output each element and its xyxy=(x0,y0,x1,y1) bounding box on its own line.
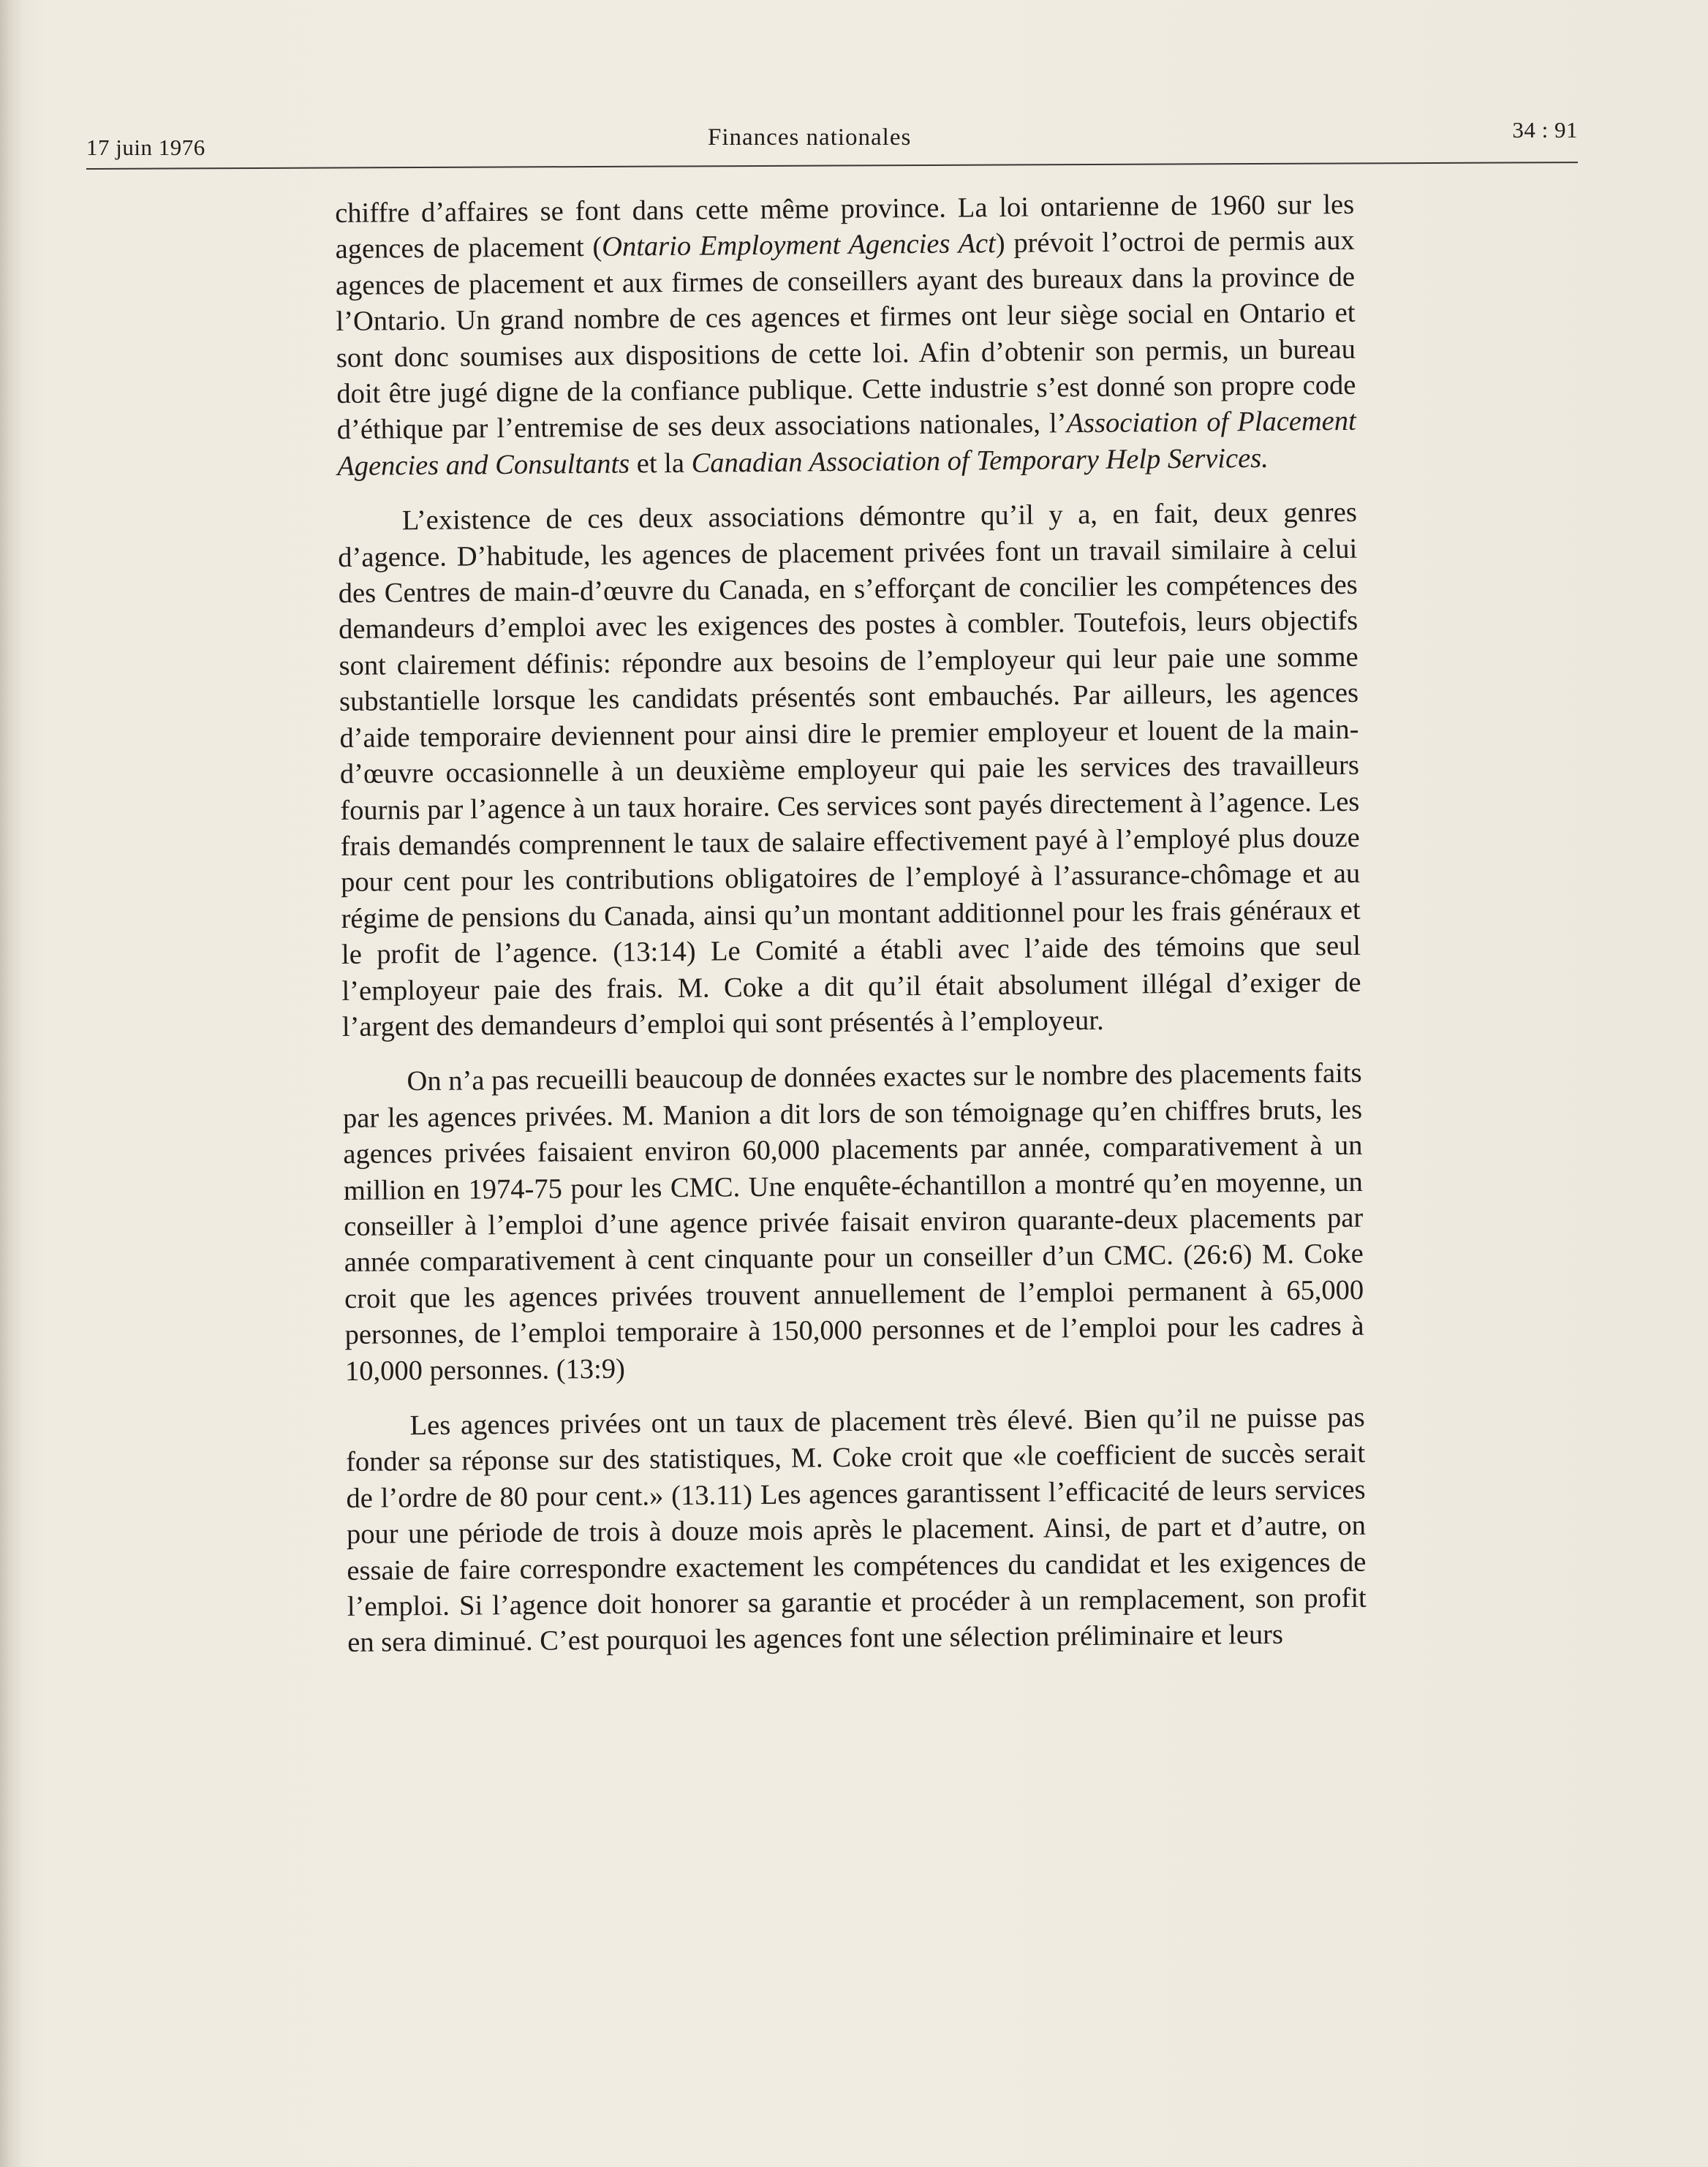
paragraph-1-italic-association-b: Canadian Association of Temporary Help Services. xyxy=(691,442,1269,479)
paragraph-1-text-b: ) prévoit l’octroi de permis aux agences de placement et aux firmes de conseillers ayant des bureaux dans la province de l’Ontario. Un grand nombre de ces agences et firmes ont leur siège social en Ontario et sont donc soumises aux dispositions de cette loi. Afin d’obtenir son permis, un bureau doit être jugé digne de la confiance publique. Cette industrie s’est donné son propre code d’éthique par l’entremise de ses deux associations nationales, l’ xyxy=(335,225,1356,446)
paragraph-1-italic-act: Ontario Employment Agencies Act xyxy=(602,228,996,263)
running-header xyxy=(86,117,1578,168)
paragraph-1-text-a: chiffre d’affaires se font dans cette même province. La loi ontarienne de 1960 sur les agences de placement ( xyxy=(335,189,1355,265)
header-date: 17 juin 1976 xyxy=(86,135,205,160)
paragraph-1 xyxy=(335,187,1356,485)
header-page-number: 34 : 91 xyxy=(1512,117,1578,143)
paragraph-3: On n’a pas recueilli beaucoup de données exactes sur le nombre des placements faits par les agences privées. M. Manion a dit lors de son témoignage qu’en chiffres bruts, les agences privées faisaient environ 60,000 placements par année, comparativement à un million en 1974-75 pour les CMC. Une enquête-échantillon a montré qu’en moyenne, un conseiller à l’emploi d’une agence privée faisait environ quarante-deux placements par année comparativement à cent cinquante pour un conseiller d’un CMC. (26:6) M. Coke croit que les agences privées trouvent annuellement de l’emploi permanent à 65,000 personnes, de l’emploi temporaire à 150,000 personnes et de l’emploi pour les cadres à 10,000 personnes. (13:9) xyxy=(342,1058,1364,1387)
body-text xyxy=(335,187,1367,1681)
page-binding-edge xyxy=(0,0,22,2167)
paragraph-4: Les agences privées ont un taux de placement très élevé. Bien qu’il ne puisse pas fonder sa réponse sur des statistiques, M. Coke croit que «le coefficient de succès serait de l’ordre de 80 pour cent.» (13.11) Les agences garantissent l’efficacité de leurs services pour une période de trois à douze mois après le placement. Ainsi, de part et d’autre, on essaie de faire correspondre exactement les compétences du candidat et les exigences de l’emploi. Si l’agence doit honorer sa garantie et procéder à un remplacement, son profit en sera diminué. C’est pourquoi les agences font une sélection préliminaire et leurs xyxy=(345,1402,1367,1659)
paragraph-1-text-c: et la xyxy=(629,447,692,480)
paragraph-1-italic-association-a: Association of Placement Agencies and Consultants xyxy=(337,406,1356,482)
header-title: Finances nationales xyxy=(708,124,912,151)
paragraph-2: L’existence de ces deux associations démontre qu’il y a, en fait, deux genres d’agence. D’habitude, les agences de placement privées font un travail similaire à celui des Centres de main-d’œuvre du Canada, en s’efforçant de concilier les compétences des demandeurs d’emploi avec les exigences des postes à combler. Toutefois, leurs objectifs sont clairement définis: répondre aux besoins de l’employeur qui leur paie une somme substantielle lorsque les candidats présentés sont embauchés. Par ailleurs, les agences d’aide temporaire deviennent pour ainsi dire le premier employeur et louent de la main-d’œuvre occasionnelle à un deuxième employeur qui paie les services des travailleurs fournis par l’agence à un taux horaire. Ces services sont payés directement à l’agence. Les frais demandés comprennent le taux de salaire effectivement payé à l’employé plus douze pour cent pour les contributions obligatoires de l’employé à l’assurance-chômage et au régime de pensions du Canada, ainsi qu’un montant additionnel pour les frais généraux et le profit de l’agence. (13:14) Le Comité a établi avec l’aide des témoins que seul l’employeur paie des frais. M. Coke a dit qu’il était absolument illégal d’exiger de l’argent des demandeurs d’emploi qui sont présentés à l’employeur. xyxy=(338,497,1361,1043)
